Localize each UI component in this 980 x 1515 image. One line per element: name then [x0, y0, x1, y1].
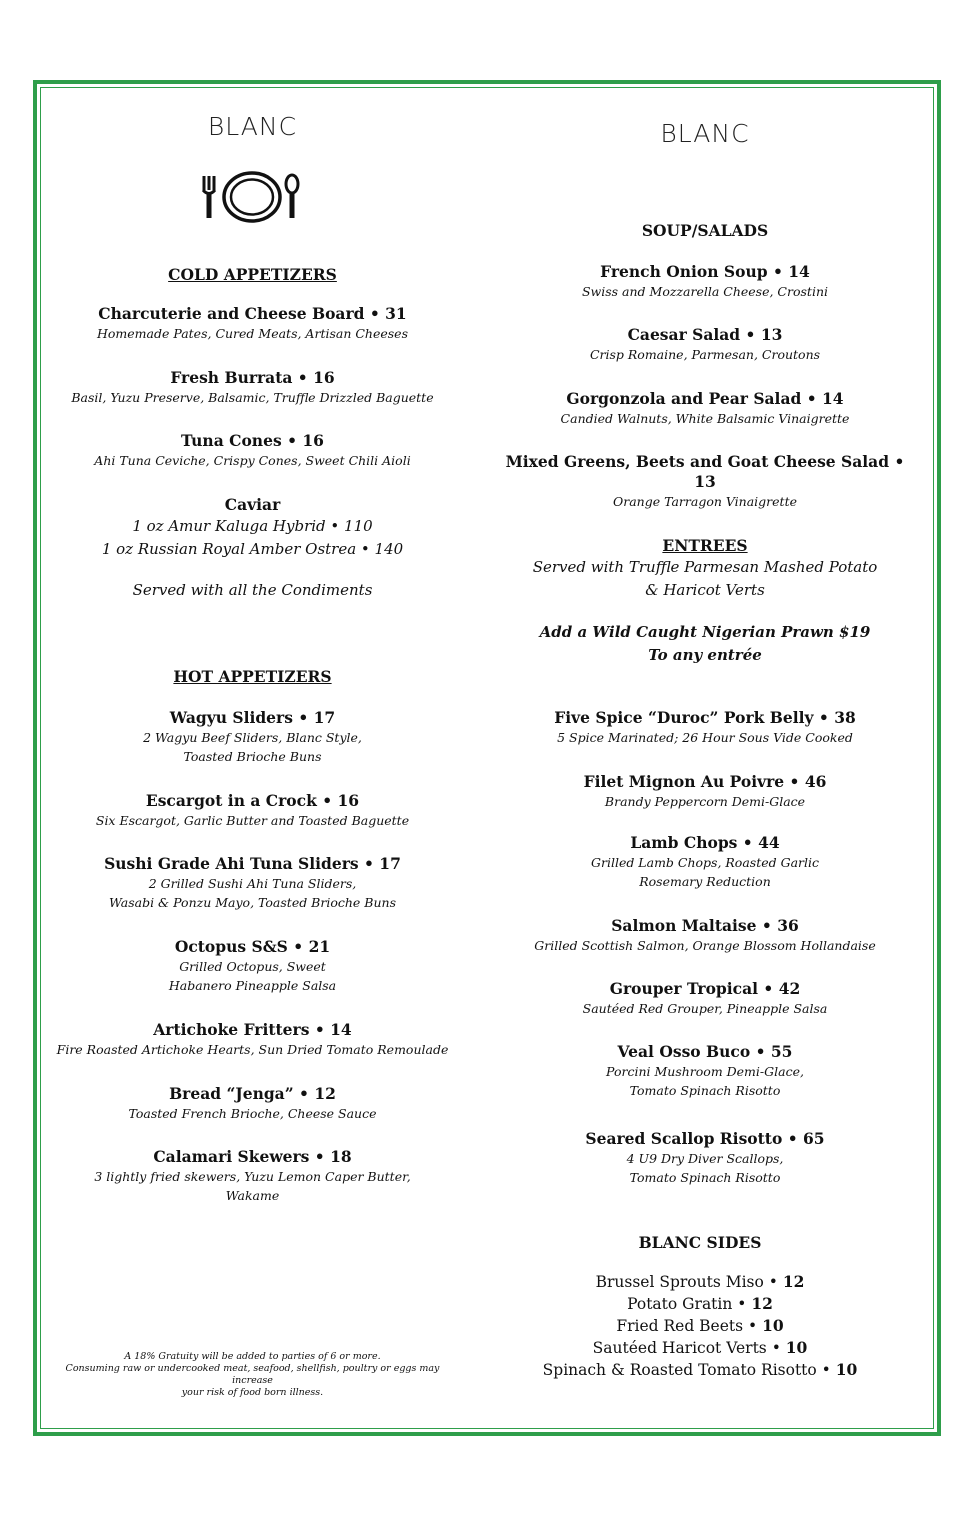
spoon-icon: [286, 175, 298, 218]
item-description: Grilled Octopus, Sweet: [179, 959, 326, 974]
item-name: Veal Osso Buco • 55: [617, 1042, 793, 1061]
plate-icon: [224, 173, 280, 221]
footnote-line: your risk of food born illness.: [181, 1387, 324, 1398]
side-name: Sautéed Haricot Verts: [592, 1339, 767, 1357]
item-description: Basil, Yuzu Preserve, Balsamic, Truffle Drizzled Baguette: [71, 390, 434, 405]
menu-item-caviar: [55, 495, 450, 561]
side-name: Fried Red Beets: [616, 1317, 744, 1335]
menu-item: [55, 1020, 450, 1059]
item-name: Seared Scallop Risotto • 65: [585, 1129, 825, 1148]
item-description: Orange Tarragon Vinaigrette: [613, 494, 797, 509]
side-item: Fried Red Beets • 10: [616, 1316, 784, 1335]
item-description: Candied Walnuts, White Balsamic Vinaigrette: [560, 411, 850, 426]
item-name: Fresh Burrata • 16: [170, 368, 335, 387]
fork-icon: [203, 176, 215, 218]
item-description: Wasabi & Ponzu Mayo, Toasted Brioche Buns: [109, 895, 396, 910]
menu-item: [505, 916, 905, 955]
side-price: 12: [782, 1272, 805, 1291]
entrees-addon: [505, 621, 905, 667]
item-name: Filet Mignon Au Poivre • 46: [583, 772, 827, 791]
addon-line: To any entrée: [648, 646, 762, 664]
menu-item: [55, 791, 450, 830]
brand-logo-right: BLANC: [660, 119, 750, 148]
item-name: Wagyu Sliders • 17: [169, 708, 336, 727]
side-name: Brussel Sprouts Miso: [595, 1273, 764, 1291]
caviar-note: Served with all the Condiments: [132, 581, 373, 599]
addon-line: Add a Wild Caught Nigerian Prawn $19: [539, 623, 871, 641]
item-name: Tuna Cones • 16: [181, 431, 324, 450]
sides-list: [495, 1271, 905, 1381]
item-description: Sautéed Red Grouper, Pineapple Salsa: [582, 1001, 828, 1016]
entrees-served-with: [505, 556, 905, 602]
menu-item: [505, 979, 905, 1018]
menu-item: [505, 262, 905, 301]
item-description: Crisp Romaine, Parmesan, Croutons: [589, 347, 821, 362]
item-name: French Onion Soup • 14: [600, 262, 810, 281]
item-name: Sushi Grade Ahi Tuna Sliders • 17: [104, 854, 401, 873]
footnote-line: A 18% Gratuity will be added to parties of 6 or more.: [124, 1351, 381, 1362]
menu-item: [505, 772, 905, 811]
item-name: Caviar: [224, 495, 281, 514]
item-name: Bread “Jenga” • 12: [169, 1084, 336, 1103]
item-name: Gorgonzola and Pear Salad • 14: [566, 389, 844, 408]
menu-item: [505, 325, 905, 364]
menu-item: [55, 708, 450, 766]
item-description: Toasted Brioche Buns: [183, 749, 322, 764]
menu-item: [505, 452, 905, 511]
section-title-cold-appetizers: COLD APPETIZERS: [168, 265, 337, 284]
caviar-option: 1 oz Amur Kaluga Hybrid • 110: [132, 517, 373, 535]
item-name: Charcuterie and Cheese Board • 31: [98, 304, 407, 323]
item-name: Octopus S&S • 21: [174, 937, 331, 956]
item-description: Rosemary Reduction: [639, 874, 771, 889]
item-name: Escargot in a Crock • 16: [145, 791, 360, 810]
menu-item: [55, 431, 450, 470]
side-price: 12: [751, 1294, 773, 1313]
place-setting-icon: [200, 170, 305, 225]
menu-item: [505, 1129, 905, 1187]
menu-item: [505, 1042, 905, 1100]
item-description: Six Escargot, Garlic Butter and Toasted Baguette: [95, 813, 410, 828]
item-description: Swiss and Mozzarella Cheese, Crostini: [581, 284, 828, 299]
section-title-soup-salads: SOUP/SALADS: [641, 221, 769, 240]
menu-item: [505, 833, 905, 891]
served-with-line: Served with Truffle Parmesan Mashed Potato: [532, 558, 878, 576]
item-description: Fire Roasted Artichoke Hearts, Sun Dried Tomato Remoulade: [56, 1042, 449, 1057]
side-price: 10: [785, 1338, 808, 1357]
footnote: [55, 1351, 450, 1399]
item-name: Lamb Chops • 44: [630, 833, 780, 852]
side-item: Brussel Sprouts Miso • 12: [595, 1272, 805, 1291]
menu-item: [55, 937, 450, 995]
menu-item: [55, 854, 450, 912]
item-description: Tomato Spinach Risotto: [629, 1083, 781, 1098]
caviar-option: 1 oz Russian Royal Amber Ostrea • 140: [101, 540, 404, 558]
menu-item: [505, 389, 905, 428]
menu-item: [55, 368, 450, 407]
item-name: Five Spice “Duroc” Pork Belly • 38: [554, 708, 856, 727]
served-with-line: & Haricot Verts: [645, 581, 765, 599]
item-description: Ahi Tuna Ceviche, Crispy Cones, Sweet Chili Aioli: [94, 453, 411, 468]
menu-item: [55, 1084, 450, 1123]
item-name: Salmon Maltaise • 36: [611, 916, 799, 935]
menu-item: [505, 708, 905, 747]
section-title-hot-appetizers: HOT APPETIZERS: [173, 667, 332, 686]
item-description: Tomato Spinach Risotto: [629, 1170, 781, 1185]
side-item: Sautéed Haricot Verts • 10: [592, 1338, 808, 1357]
item-name: Calamari Skewers • 18: [153, 1147, 352, 1166]
item-description: Grilled Scottish Salmon, Orange Blossom Hollandaise: [534, 938, 876, 953]
section-title-blanc-sides: BLANC SIDES: [638, 1233, 762, 1252]
side-name: Potato Gratin: [627, 1295, 733, 1313]
item-description: Homemade Pates, Cured Meats, Artisan Cheeses: [97, 326, 408, 341]
item-description: 4 U9 Dry Diver Scallops,: [626, 1151, 784, 1166]
item-description: 2 Grilled Sushi Ahi Tuna Sliders,: [148, 876, 357, 891]
side-price: 10: [762, 1316, 784, 1335]
menu-item: [55, 1147, 450, 1205]
side-item: Potato Gratin • 12: [627, 1294, 773, 1313]
item-name: Mixed Greens, Beets and Goat Cheese Salad • 13: [505, 452, 905, 491]
item-description: Toasted French Brioche, Cheese Sauce: [128, 1106, 377, 1121]
side-item: Spinach & Roasted Tomato Risotto • 10: [542, 1360, 858, 1379]
item-description: Porcini Mushroom Demi-Glace,: [606, 1064, 804, 1079]
item-description: 2 Wagyu Beef Sliders, Blanc Style,: [143, 730, 362, 745]
item-description: Habanero Pineapple Salsa: [168, 978, 337, 993]
item-name: Artichoke Fritters • 14: [153, 1020, 352, 1039]
menu-item: [55, 304, 450, 343]
item-description: Grilled Lamb Chops, Roasted Garlic: [590, 855, 820, 870]
item-name: Grouper Tropical • 42: [609, 979, 801, 998]
item-description: 3 lightly fried skewers, Yuzu Lemon Caper Butter,: [94, 1169, 411, 1184]
item-name: Caesar Salad • 13: [627, 325, 783, 344]
item-description: Wakame: [225, 1188, 280, 1203]
item-description: 5 Spice Marinated; 26 Hour Sous Vide Cooked: [557, 730, 853, 745]
footnote-line: Consuming raw or undercooked meat, seafood, shellfish, poultry or eggs may increase: [65, 1363, 440, 1386]
side-name: Spinach & Roasted Tomato Risotto: [542, 1361, 817, 1379]
side-price: 10: [835, 1360, 858, 1379]
section-title-entrees: ENTREES: [662, 536, 748, 555]
item-description: Brandy Peppercorn Demi-Glace: [604, 794, 806, 809]
brand-logo-left: BLANC: [207, 112, 298, 141]
